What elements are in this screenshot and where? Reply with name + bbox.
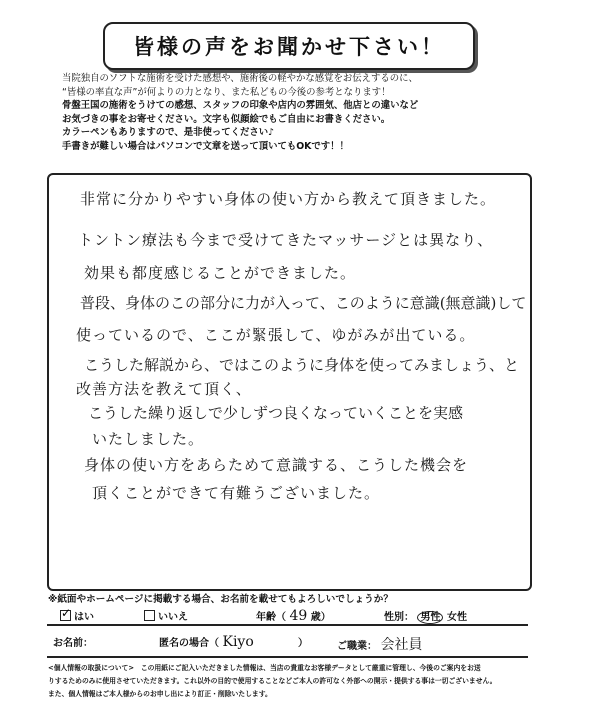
page-title: 皆様の声をお聞かせ下さい！ (133, 35, 445, 59)
consent-no[interactable] (144, 608, 188, 623)
consent-yes[interactable] (60, 608, 94, 623)
gender-male-option[interactable]: 男性 (417, 611, 443, 624)
comment-line: 身体の使い方をあらためて意識する、こうした機会を (84, 456, 469, 474)
comment-line: こうした繰り返しで少しずつ良くなっていくことを実感 (88, 404, 464, 422)
gender-label: 性別： (384, 612, 414, 623)
intro-line: お気づきの事をお寄せください。文字も似顔絵でもご自由にお書きください。 (62, 113, 391, 125)
privacy-line: <個人情報の取扱について> この用紙にご記入いただきました情報は、当店の貴重なお客様データとして厳重に管理し、今後のご案内をお送 (48, 664, 481, 672)
age-label: 年齢（ (256, 612, 286, 623)
anon-name-value[interactable]: Kiyo (222, 634, 254, 650)
gender-field (384, 608, 467, 623)
title-banner (103, 22, 475, 70)
comment-line: 頂くことができて有難うございました。 (92, 484, 381, 502)
privacy-line: りするためのみに使用させていただきます。これ以外の目的で使用することなどご本人の許可なく外部への開示・提供する事は一切ございません。 (48, 677, 497, 685)
intro-line: “皆様の率直な声”が何よりの力となり、また私どもの今後の参考となります！ (62, 86, 391, 98)
no-label: いいえ (158, 612, 188, 623)
comment-line: 効果も都度感じることができました。 (84, 264, 357, 282)
consent-question: ※紙面やホームページに掲載する場合、お名前を載せてもよろしいでしょうか？ (48, 594, 393, 605)
comment-line: 非常に分かりやすい身体の使い方から教えて頂きました。 (80, 190, 497, 208)
yes-checkbox[interactable] (60, 610, 71, 621)
name-row (47, 624, 528, 658)
intro-line: 骨盤王国の施術をうけての感想、スタッフの印象や店内の雰囲気、他店との違いなど (62, 100, 419, 112)
anon-suffix: ） (297, 638, 308, 649)
yes-label: はい (74, 612, 94, 623)
intro-text (62, 72, 532, 154)
privacy-notice (48, 662, 528, 701)
comment-line: トントン療法も今まで受けてきたマッサージとは異なり、 (78, 231, 494, 249)
intro-line: 手書きが難しい場合はパソコンで文章を送って頂いてもOKです！！ (62, 140, 349, 152)
privacy-line: また、個人情報はご本人様からのお申し出により訂正・削除いたします。 (48, 690, 272, 698)
comment-line: 普段、身体のこの部分に力が入って、このように意識(無意識)して (80, 294, 527, 312)
age-value[interactable]: 49 (289, 608, 308, 624)
job-field (337, 634, 422, 654)
anon-label: 匿名の場合（ (159, 638, 219, 649)
comment-line: こうした解説から、ではこのように身体を使ってみましょう、と (84, 356, 520, 374)
intro-line: カラーペンもありますので、是非使ってください♪ (62, 127, 275, 139)
anon-field (159, 634, 308, 650)
no-checkbox[interactable] (144, 610, 155, 621)
job-value[interactable]: 会社員 (380, 637, 423, 653)
comment-line: 使っているので、ここが緊張して、ゆがみが出ている。 (76, 326, 476, 344)
age-field (256, 608, 331, 624)
age-suffix: 歳） (310, 612, 331, 623)
gender-female-option[interactable]: 女性 (446, 612, 467, 623)
name-label: お名前： (53, 638, 93, 649)
comment-line: いたしました。 (92, 430, 205, 448)
consent-row (48, 604, 528, 626)
job-label: ご職業： (337, 641, 377, 652)
intro-line: 当院独自のソフトな施術を受けた感想や、施術後の軽やかな感覚をお伝えするのに、 (62, 73, 418, 84)
comment-line: 改善方法を教えて頂く、 (76, 380, 252, 398)
